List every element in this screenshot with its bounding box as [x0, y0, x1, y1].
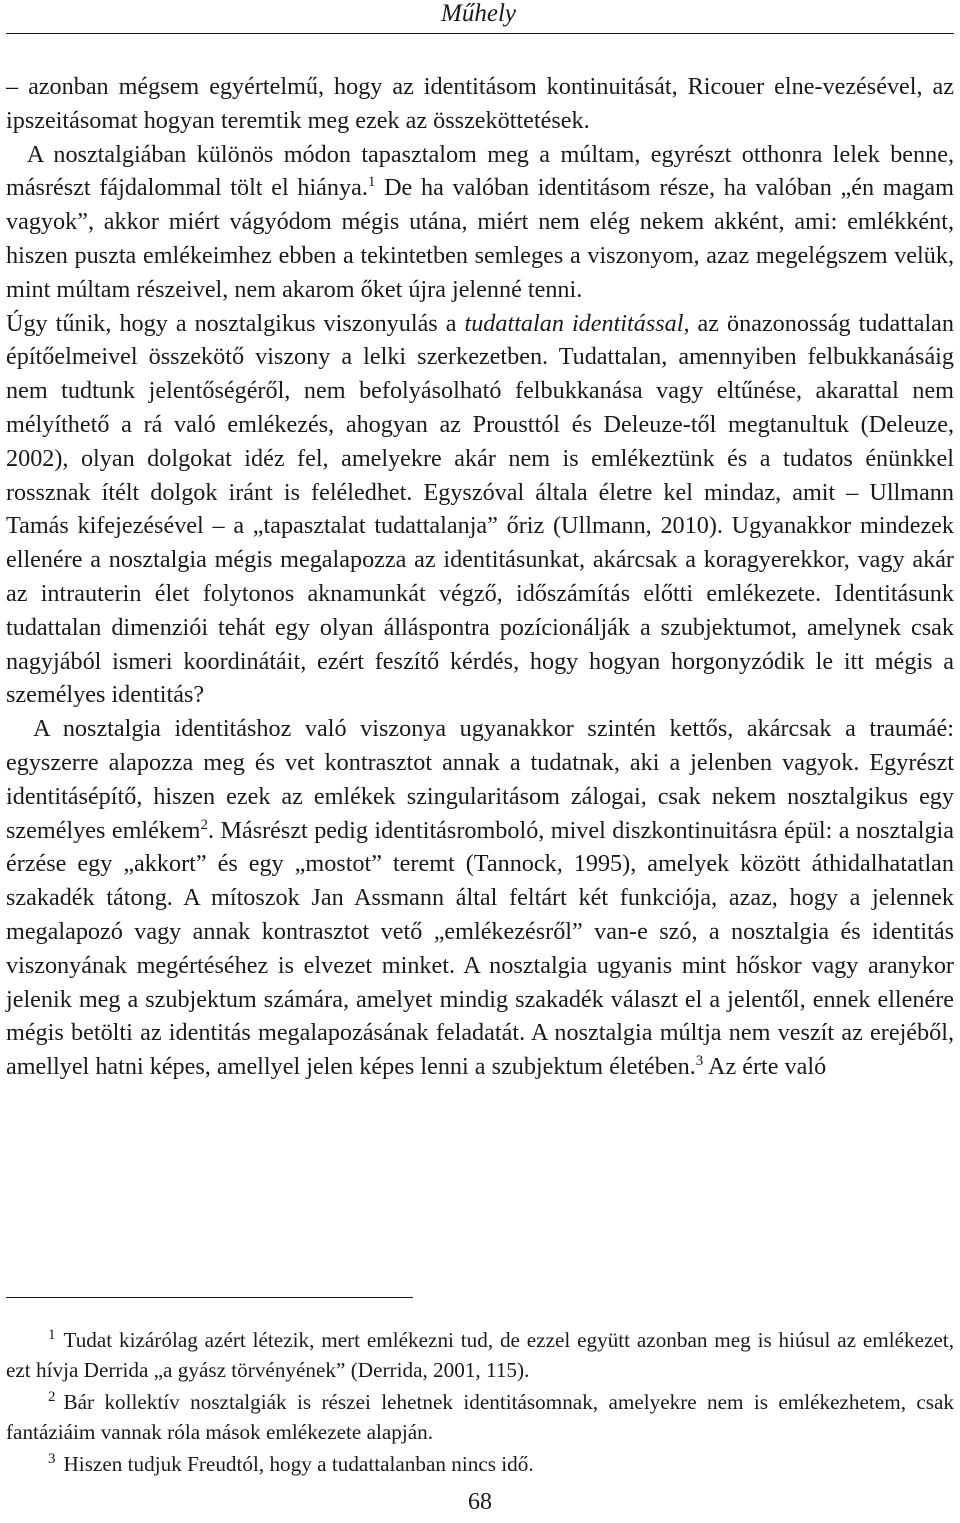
- emphasis-term: tudattalan identitással,: [464, 309, 690, 337]
- footnote-ref-3[interactable]: 3: [695, 1053, 704, 1070]
- running-header: [6, 0, 954, 30]
- footnote-mark: 1: [48, 1327, 56, 1343]
- main-text: [6, 70, 954, 1084]
- paragraph-text: De ha valóban identitásom része, ha valóban „én magam vagyok”, akkor miért vágyódom mégis utána, miért nem elég nekem akként, ami: emlékként, hiszen puszta emlékeimhez ebben a tekintetben semleges a viszonyom, azaz megelégszem velük, mint múltam részeivel, nem akarom őket újra jelenné tenni.: [6, 174, 954, 303]
- paragraph-text: . Másrészt pedig identitásromboló, mivel diszkontinuitásra épül: a nosztalgia érzése egy „akkort” és egy „mostot” teremt (Tannock, 1995), amelyek között áthidalhatatlan szakadék tátong. A mítoszok Jan Assmann által feltárt két funkciója, azaz, hogy a jelennek megalapozó vagy annak kontrasztot vető „emlékezésről” van-e szó, a nosztalgia és identitás viszonyának megértéséhez is elvezet minket. A nosztalgia ugyanis mint hőskor vagy aranykor jelenik meg a szubjektum számára, amelyet mindig szakadék választ el a jelentől, ennek ellenére mégis betölti az identitás megalapozásának feladatát. A nosztalgia múltja nem veszít az erejéből, amellyel hatni képes, amellyel jelen képes lenni a szubjektum életében.: [6, 816, 954, 1081]
- page-number: 68: [468, 1489, 492, 1515]
- footnote-2: [6, 1388, 954, 1447]
- paragraph-text: Az érte való: [703, 1053, 827, 1081]
- paragraph-text: A nosztalgiában különös módon tapasztalom meg a múltam, egyrészt otthonra lelek benne, másrészt fájdalommal tölt el hiánya.: [6, 140, 954, 202]
- paragraph-nostalgia-home: [6, 138, 954, 307]
- footnote-3: [6, 1450, 954, 1480]
- footnotes: [6, 1326, 954, 1483]
- footnote-mark: 2: [48, 1389, 56, 1405]
- footnote-1: [6, 1326, 954, 1385]
- footnote-text: Bár kollektív nosztalgiák is részei lehetnek identitásomnak, amelyekre nem is emlékezhetem, csak fantáziáim vannak róla mások emlékezete alapján.: [6, 1390, 954, 1444]
- header-rule: [6, 33, 954, 34]
- section-title: Műhely: [441, 0, 516, 27]
- paragraph-continuation: [6, 70, 954, 138]
- footnote-text: Hiszen tudjuk Freudtól, hogy a tudattalanban nincs idő.: [63, 1452, 534, 1476]
- footnote-text: Tudat kizárólag azért létezik, mert emlékezni tud, de ezzel együtt azonban meg is hiúsul az emlékezet, ezt hívja Derrida „a gyász törvényének” (Derrida, 2001, 115).: [6, 1328, 954, 1382]
- footnote-separator: [6, 1297, 413, 1298]
- footnote-ref-2[interactable]: 2: [200, 816, 208, 833]
- paragraph-text: Úgy tűnik, hogy a nosztalgikus viszonyulás a: [6, 309, 465, 337]
- paragraph-text: – azonban mégsem egyértelmű, hogy az identitásom kontinuitását, Ricouer elne-vezésével, az ipszeitásomat hogyan teremtik meg ezek az összeköttetések.: [6, 73, 954, 134]
- paragraph-unconscious-identity: [6, 307, 954, 713]
- paragraph-text: az önazonosság tudattalan építőelmeivel összekötő viszony a lelki szerkezetben. Tudattalan, amennyiben felbukkanásáig nem tudtunk jelentőségéről, nem befolyásolható felbukkanása vagy eltűnése, akarattal nem mélyíthető a rá való emlékezés, ahogyan az Prousttól és Deleuze-től megtanultuk (Deleuze, 2002), olyan dolgokat idéz fel, amelyekre akár nem is emlékeztünk és a tudatos énünkkel rossznak ítélt dolgok iránt is feléledhet. Egyszóval általa életre kel mindaz, amit – Ullmann Tamás kifejezésével – a „tapasztalat tudattalanja” őriz (Ullmann, 2010). Ugyanakkor mindezek ellenére a nosztalgia mégis megalapozza az identitásunkat, akárcsak a koragyerekkor, vagy akár az intrauterin élet folytonos aknamunkát végző, időszámítás előtti emlékezete. Identitásunk tudattalan dimenziói tehát egy olyan álláspontra pozícionálják a szubjektumot, amelynek csak nagyjából ismeri koordinátáit, ezért feszítő kérdés, hogy hogyan horgonyzódik le itt mégis a személyes identitás?: [6, 309, 954, 709]
- footnote-ref-1[interactable]: 1: [367, 174, 376, 191]
- paragraph-text: A nosztalgia identitáshoz való viszonya ugyanakkor szintén kettős, akárcsak a traumáé: egyszerre alapozza meg és vet kontrasztot annak a tudatnak, aki a jelenben vagyok. Egyrészt identitásépítő, hiszen ezek az emlékek szingularitásom zálogai, csak nekem nosztalgikus egy személyes emlékem: [6, 715, 954, 844]
- paragraph-identity-relation: [6, 712, 954, 1084]
- footnote-mark: 3: [48, 1451, 56, 1467]
